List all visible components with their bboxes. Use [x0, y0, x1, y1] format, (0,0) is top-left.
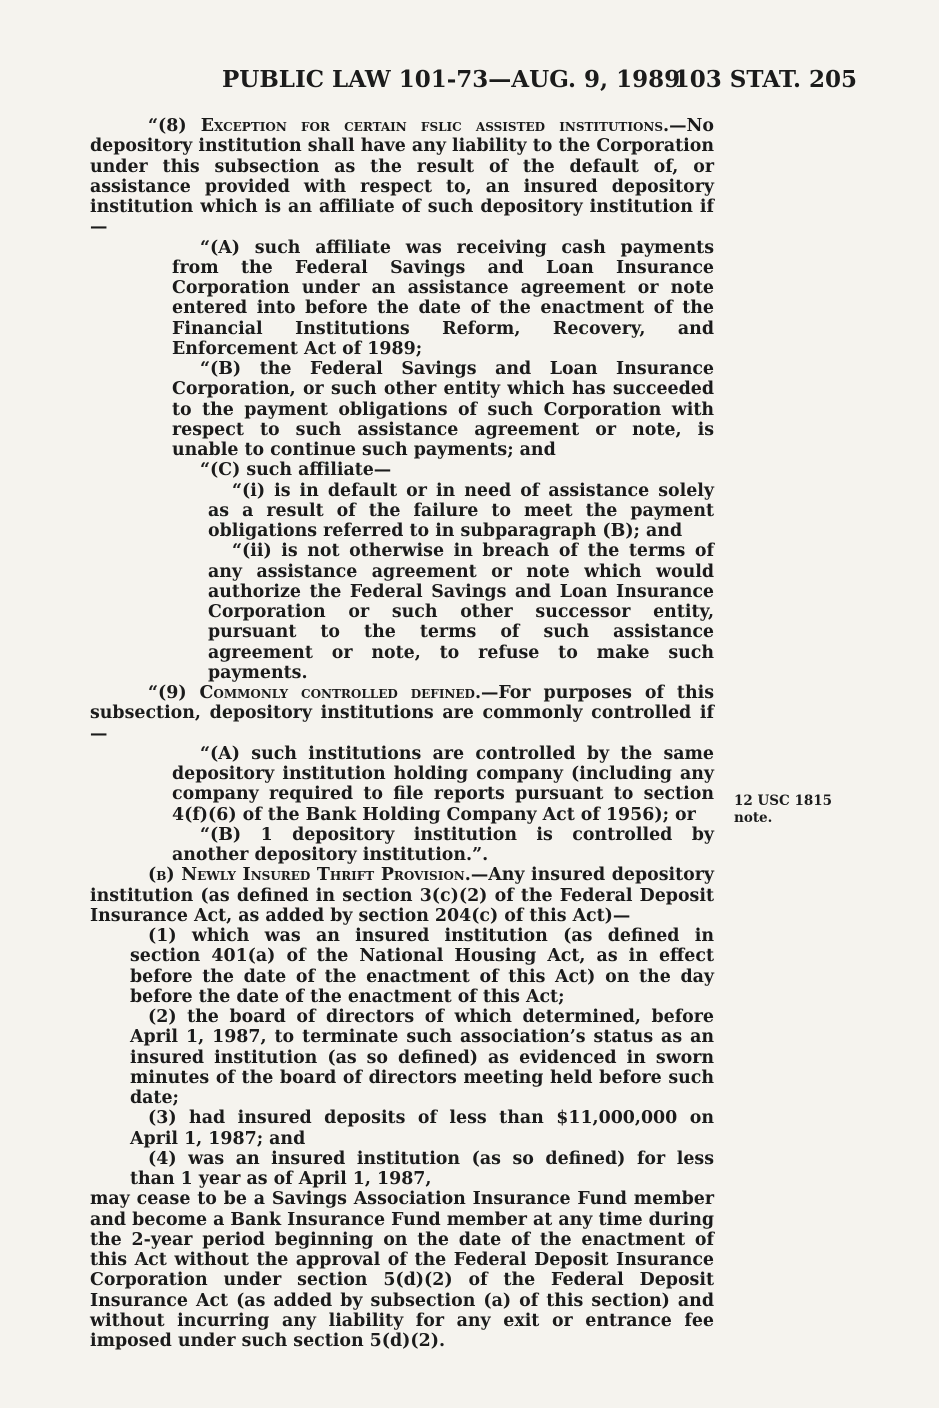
paragraph-9-text: —For purposes of this subsection, depository institutions are commonly controlled if— — [90, 683, 714, 744]
subsection-b-heading: (b) Newly Insured Thrift Provision. — [148, 865, 471, 886]
subsection-b-2: (2) the board of directors of which determined, before April 1, 1987, to terminate such association’s status as an insured institution (as so defined) as evidenced in sworn minutes of the board of directors meeting held before such date; — [130, 1007, 714, 1108]
paragraph-9-heading: “(9) Commonly controlled defined. — [148, 683, 482, 703]
margin-citation-line1: 12 USC 1815 — [734, 793, 833, 809]
subsection-b-4: (4) was an insured institution (as so defined) for less than 1 year as of April 1, 1987, — [130, 1148, 714, 1189]
paragraph-8-B: “(B) the Federal Savings and Loan Insurance Corporation, or such other entity which has succeeded to the payment obligations of such Corporation with respect to such assistance agreement or note, is unable to continue such payments; and — [172, 359, 714, 460]
subsection-b-3: (3) had insured deposits of less than $11,000,000 on April 1, 1987; and — [130, 1108, 714, 1149]
paragraph-8-C-i: “(i) is in default or in need of assistance solely as a result of the failure to meet the payment obligations referred to in subparagraph (B); and — [208, 480, 714, 541]
statute-body — [90, 116, 714, 1351]
paragraph-8-text: —No depository institution shall have any liability to the Corporation under this subsection as the result of the default of, or assistance provided with respect to, an insured depository institution which is an affiliate of such depository institution if— — [90, 116, 714, 238]
subsection-b — [90, 865, 714, 926]
margin-citation-note — [734, 793, 844, 827]
paragraph-8-C-ii: “(ii) is not otherwise in breach of the terms of any assistance agreement or note which would authorize the Federal Savings and Loan Insurance Corporation or such other successor entity, pursuant to the terms of such assistance agreement or note, to refuse to make such payments. — [208, 541, 714, 683]
paragraph-8-A: “(A) such affiliate was receiving cash payments from the Federal Savings and Loan Insurance Corporation under an assistance agreement or note entered into before the date of the enactment of the Financial Institutions Reform, Recovery, and Enforcement Act of 1989; — [172, 237, 714, 359]
paragraph-8-heading: “(8) Exception for certain fslic assisted institutions. — [148, 116, 670, 136]
paragraph-9-A: “(A) such institutions are controlled by the same depository institution holding company (including any company required to file reports pursuant to section 4(f)(6) of the Bank Holding Company Act of 1956); or — [172, 743, 714, 825]
subsection-b-closing: may cease to be a Savings Association Insurance Fund member and become a Bank Insurance Fund member at any time during the 2-year period beginning on the date of the enactment of this Act without the approval of the Federal Deposit Insurance Corporation under section 5(d)(2) of the Federal Deposit Insurance Act (as added by subsection (a) of this section) and without incurring any liability for any exit or entrance fee imposed under such section 5(d)(2). — [90, 1189, 714, 1351]
page-reference: 103 STAT. 205 — [673, 66, 857, 93]
running-header-title: PUBLIC LAW 101-73—AUG. 9, 1989 — [222, 66, 681, 93]
subsection-b-1: (1) which was an insured institution (as defined in section 401(a) of the National Housing Act, as in effect before the date of the enactment of this Act) on the day before the date of the enactment of this Act; — [130, 926, 714, 1007]
paragraph-9 — [90, 683, 714, 744]
paragraph-8-C: “(C) such affiliate— — [200, 460, 392, 481]
paragraph-8 — [90, 116, 714, 238]
margin-citation-line2: note. — [734, 810, 773, 826]
subsection-b-text: —Any insured depository institution (as defined in section 3(c)(2) of the Federal Deposit Insurance Act, as added by section 204(c) of this Act)— — [90, 865, 714, 926]
paragraph-9-B: “(B) 1 depository institution is controlled by another depository institution.”. — [172, 824, 714, 865]
